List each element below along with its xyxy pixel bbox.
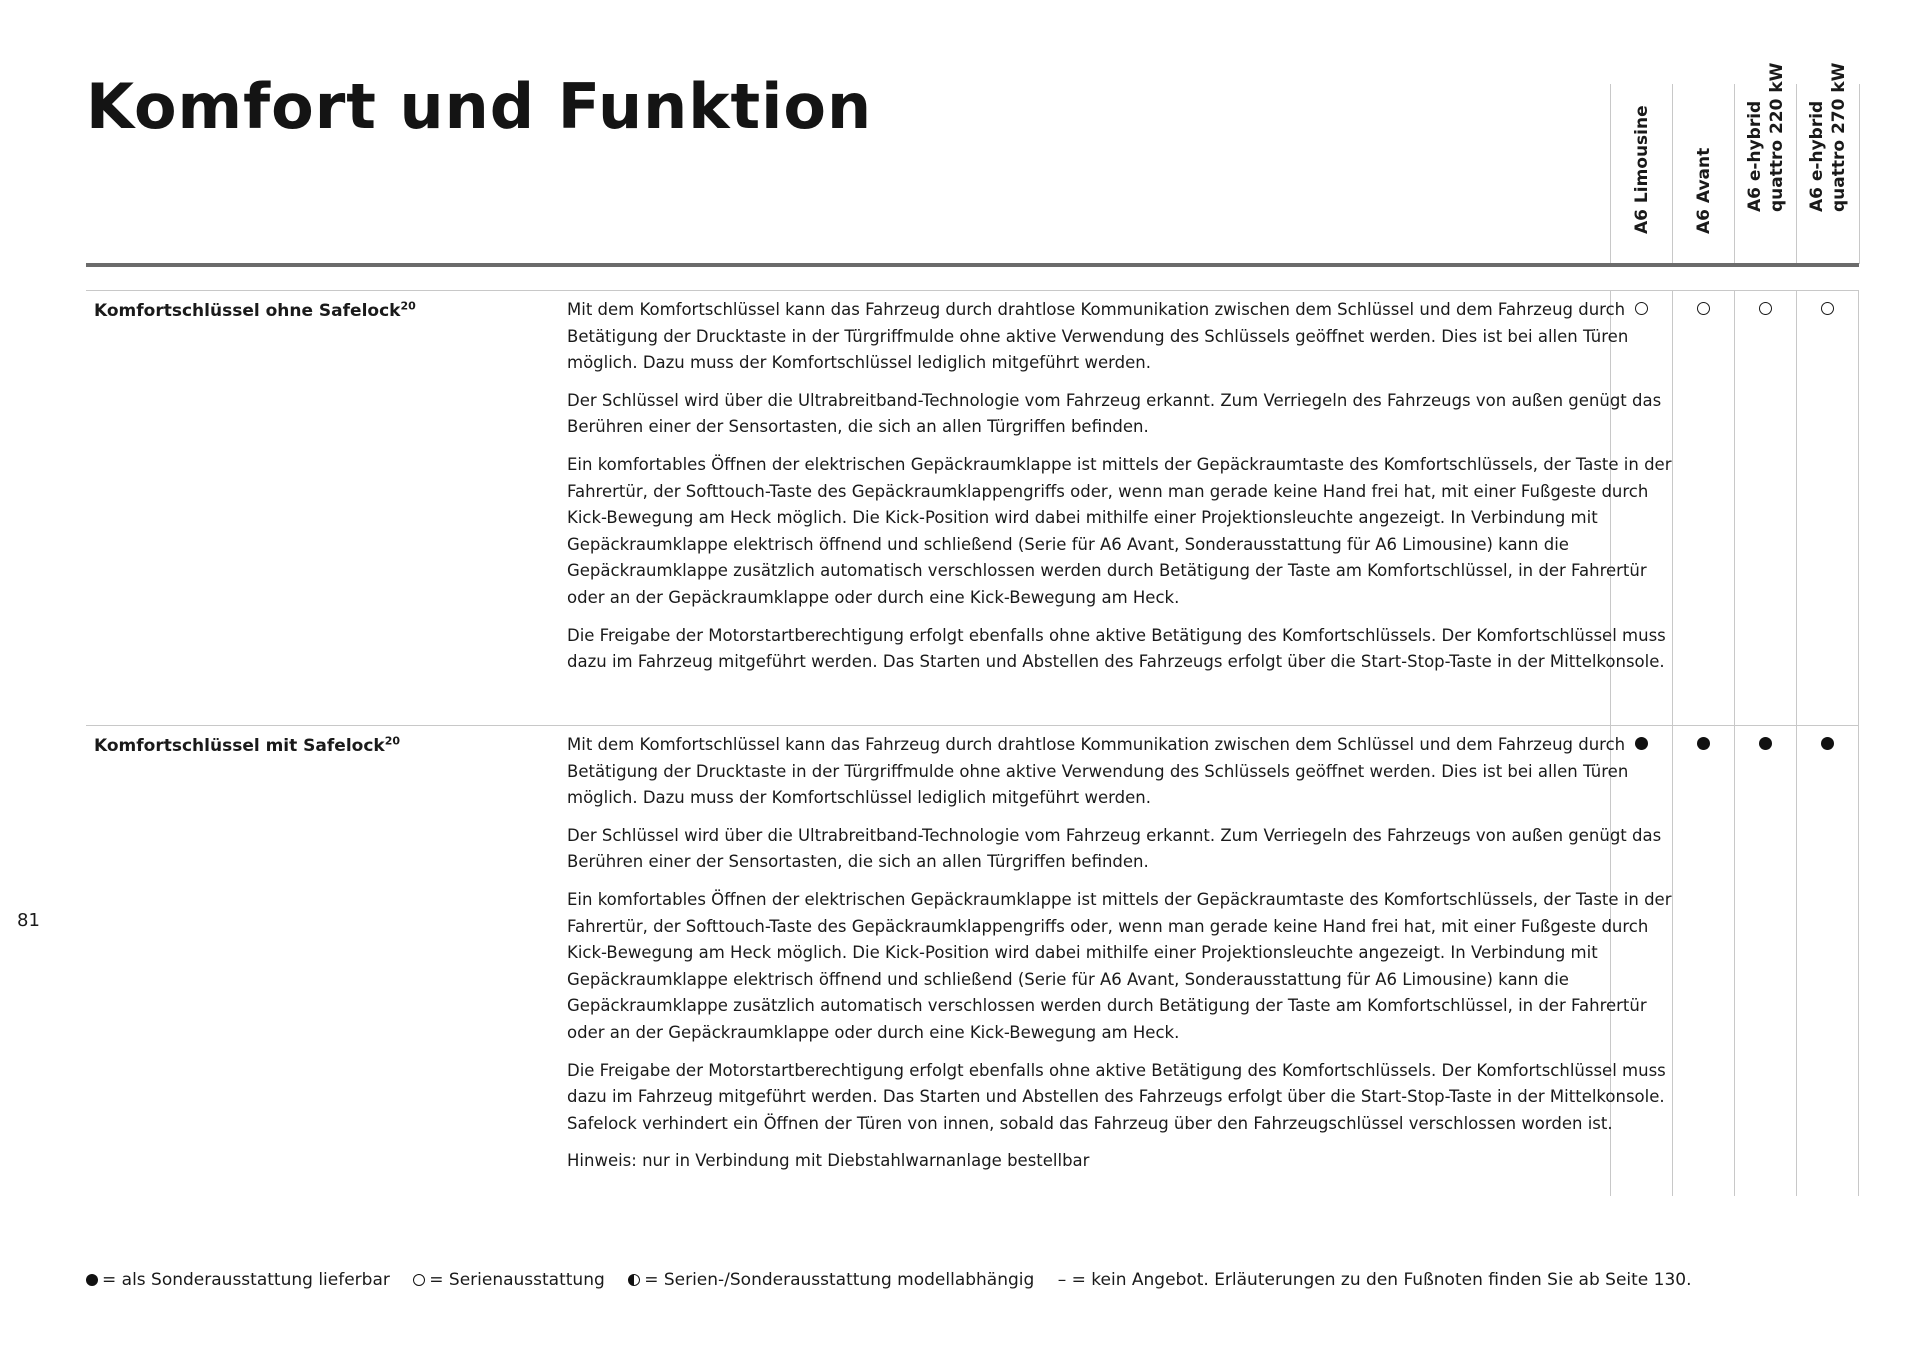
filled-circle-icon [86,1274,98,1286]
legend [86,1270,1710,1290]
row-title: Komfortschlüssel mit Safelock$^{20}$ [94,734,401,756]
row-description [567,732,1689,1186]
description-paragraph: Die Freigabe der Motorstartberechtigung erfolgt ebenfalls ohne aktive Betätigung des Komfortschlüssels. Der Komfortschlüssel muss dazu im Fahrzeug mitgeführt werden. Das Starten und Abstellen des Fahrzeugs erfolgt über die Start-Stop-Taste in der Mittelkonsole. [567,625,1666,672]
description-paragraph: Die Freigabe der Motorstartberechtigung erfolgt ebenfalls ohne aktive Betätigung des Komfortschlüssels. Der Komfortschlüssel muss dazu im Fahrzeug mitgeführt werden. Das Starten und Abstellen des Fahrzeugs erfolgt über die Start-Stop-Taste in der Mittelkonsole. Safelock verhindert ein Öffnen der Türen von innen, sobald das Fahrzeug über den Fahrzeugschlüssel verschlossen worden ist. [567,1060,1666,1133]
row-title: Komfortschlüssel ohne Safelock$^{20}$ [94,299,416,321]
open-circle-icon [413,1274,425,1286]
column-header-sublabel: quattro 220 kW [1767,62,1787,212]
legend-item-half: = Serien-/Sonderausstattung modellabhängig [628,1270,1034,1290]
availability-mark [1697,737,1710,750]
description-paragraph: Ein komfortables Öffnen der elektrischen Gepäckraumklappe ist mittels der Gepäckraumtaste des Komfortschlüssels, der Taste in der Fahrertür, der Softtouch-Taste des Gepäckraumklappengriffs oder, wenn man gerade keine Hand frei hat, mit einer Fußgeste durch Kick-Bewegung am Heck möglich. Die Kick-Position wird dabei mithilfe einer Projektionsleuchte angezeigt. In Verbindung mit Gepäckraumklappe elektrisch öffnend und schließend (Serie für A6 Avant, Sonderausstattung für A6 Limousine) kann die Gepäckraumklappe zusätzlich automatisch verschlossen werden durch Betätigung der Taste am Komfortschlüssel, in der Fahrertür oder an der Gepäckraumklappe oder durch eine Kick-Bewegung am Heck. [567,454,1672,607]
availability-mark [1821,737,1834,750]
footnote-ref: 20 [384,734,401,748]
column-header-a6-avant [1672,84,1735,264]
column-header-a6-limousine [1610,84,1673,264]
availability-mark [1821,302,1834,315]
description-paragraph: Ein komfortables Öffnen der elektrischen Gepäckraumklappe ist mittels der Gepäckraumtaste des Komfortschlüssels, der Taste in der Fahrertür, der Softtouch-Taste des Gepäckraumklappengriffs oder, wenn man gerade keine Hand frei hat, mit einer Fußgeste durch Kick-Bewegung am Heck möglich. Die Kick-Position wird dabei mithilfe einer Projektionsleuchte angezeigt. In Verbindung mit Gepäckraumklappe elektrisch öffnend und schließend (Serie für A6 Avant, Sonderausstattung für A6 Limousine) kann die Gepäckraumklappe zusätzlich automatisch verschlossen werden durch Betätigung der Taste am Komfortschlüssel, in der Fahrertür oder an der Gepäckraumklappe oder durch eine Kick-Bewegung am Heck. [567,889,1672,1042]
table-row-komfortschluessel-mit-safelock [86,725,1859,1196]
column-header-label: A6 e-hybrid [1745,100,1765,212]
column-header-label: A6 Limousine [1632,105,1652,234]
description-paragraph: Der Schlüssel wird über die Ultrabreitband-Technologie vom Fahrzeug erkannt. Zum Verriegeln des Fahrzeugs von außen genügt das Berühren einer der Sensortasten, die sich an allen Türgriffen befinden. [567,390,1662,437]
column-header-label: A6 e-hybrid [1807,100,1827,212]
footnote-ref: 20 [400,299,416,313]
description-paragraph: Mit dem Komfortschlüssel kann das Fahrzeug durch drahtlose Kommunikation zwischen dem Schlüssel und dem Fahrzeug durch Betätigung der Drucktaste in der Türgriffmulde ohne aktive Verwendung des Schlüssels geöffnet werden. Dies ist bei allen Türen möglich. Dazu muss der Komfortschlüssel lediglich mitgeführt werden. [567,735,1629,808]
page-number: 81 [17,910,40,931]
availability-mark [1759,302,1772,315]
column-header-a6-e-hybrid-220 [1734,62,1797,264]
legend-item-dash: – = kein Angebot. Erläuterungen zu den Fußnoten finden Sie ab Seite 130. [1057,1270,1692,1290]
column-header-a6-e-hybrid-270 [1796,62,1860,264]
column-header-label: A6 Avant [1694,147,1714,234]
legend-item-filled: = als Sonderausstattung lieferbar [86,1270,390,1290]
table-row-komfortschluessel-ohne-safelock [86,290,1859,725]
availability-mark [1635,737,1648,750]
availability-mark [1635,302,1648,315]
header-divider [86,263,1859,267]
half-circle-icon [628,1274,640,1286]
legend-item-open: = Serienausstattung [413,1270,605,1290]
availability-mark [1697,302,1710,315]
description-paragraph: Mit dem Komfortschlüssel kann das Fahrzeug durch drahtlose Kommunikation zwischen dem Schlüssel und dem Fahrzeug durch Betätigung der Drucktaste in der Türgriffmulde ohne aktive Verwendung des Schlüssels geöffnet werden. Dies ist bei allen Türen möglich. Dazu muss der Komfortschlüssel lediglich mitgeführt werden. [567,300,1629,373]
page-title: Komfort und Funktion [86,70,873,143]
row-description [567,297,1689,687]
description-paragraph: Hinweis: nur in Verbindung mit Diebstahlwarnanlage bestellbar [567,1151,1090,1171]
column-header-sublabel: quattro 270 kW [1829,62,1849,212]
availability-mark [1759,737,1772,750]
description-paragraph: Der Schlüssel wird über die Ultrabreitband-Technologie vom Fahrzeug erkannt. Zum Verriegeln des Fahrzeugs von außen genügt das Berühren einer der Sensortasten, die sich an allen Türgriffen befinden. [567,825,1662,872]
